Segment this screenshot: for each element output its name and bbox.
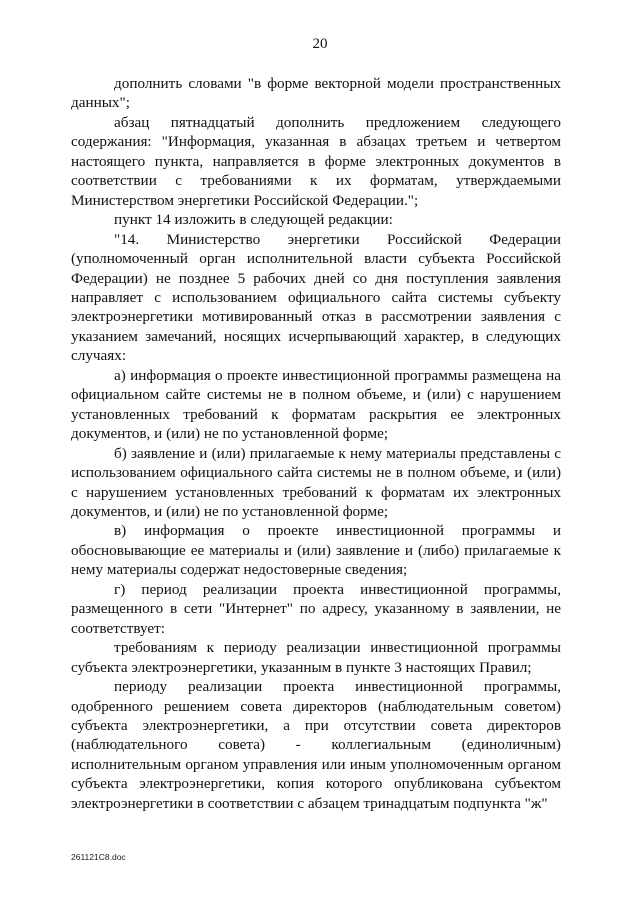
page-number: 20 [312,36,328,52]
paragraph: б) заявление и (или) прилагаемые к нему материалы представлены с использованием официального сайта системы не в полном объеме, и (или) с нарушением установленных требований к форматам их электронных документов, и (или) не по установленной форме; [71,444,561,520]
paragraph: абзац пятнадцатый дополнить предложением следующего содержания: "Информация, указанная в абзацах третьем и четвертом настоящего пункта, направляется в форме электронных документов в соответствии с требованиями к их форматам, утверждаемыми Министерством энергетики Российской Федерации."; [71,113,561,209]
paragraph: в) информация о проекте инвестиционной программы и обосновывающие ее материалы и (или) заявление и (либо) прилагаемые к нему материалы содержат недостоверные сведения; [71,522,561,579]
document-body [71,74,561,813]
paragraph: г) период реализации проекта инвестиционной программы, размещенного в сети "Интернет" по адресу, указанному в заявлении, не соответствует: [71,580,561,637]
paragraph: пункт 14 изложить в следующей редакции: [114,211,393,229]
paragraph: дополнить словами "в форме векторной модели пространственных данных"; [71,75,561,112]
paragraph: а) информация о проекте инвестиционной программы размещена на официальном сайте системы не в полном объеме, и (или) с нарушением установленных требований к форматам раскрытия ее электронных документов, и (или) не по установленной форме; [71,366,561,443]
paragraph: требованиям к периоду реализации инвестиционной программы субъекта электроэнергетики, указанным в пункте 3 настоящих Правил; [71,639,561,676]
paragraph: периоду реализации проекта инвестиционной программы, одобренного решением совета директоров (наблюдательным советом) субъекта электроэнергетики, а при отсутствии совета директоров (наблюдательного совета) - коллегиальным (единоличным) исполнительным органом управления или иным уполномоченным органом субъекта электроэнергетики, копия которого опубликована субъектом электроэнергетики в соответствии с абзацем тринадцатым подпункта "ж" [71,678,561,812]
paragraph: "14. Министерство энергетики Российской Федерации (уполномоченный орган исполнительной власти субъекта Российской Федерации) не позднее 5 рабочих дней со дня поступления заявления направляет с использованием официального сайта системы субъекту электроэнергетики мотивированный отказ в рассмотрении заявления с указанием замечаний, носящих исчерпывающий характер, в следующих случаях: [71,230,561,365]
document-filename: 261121C8.doc [71,852,126,862]
